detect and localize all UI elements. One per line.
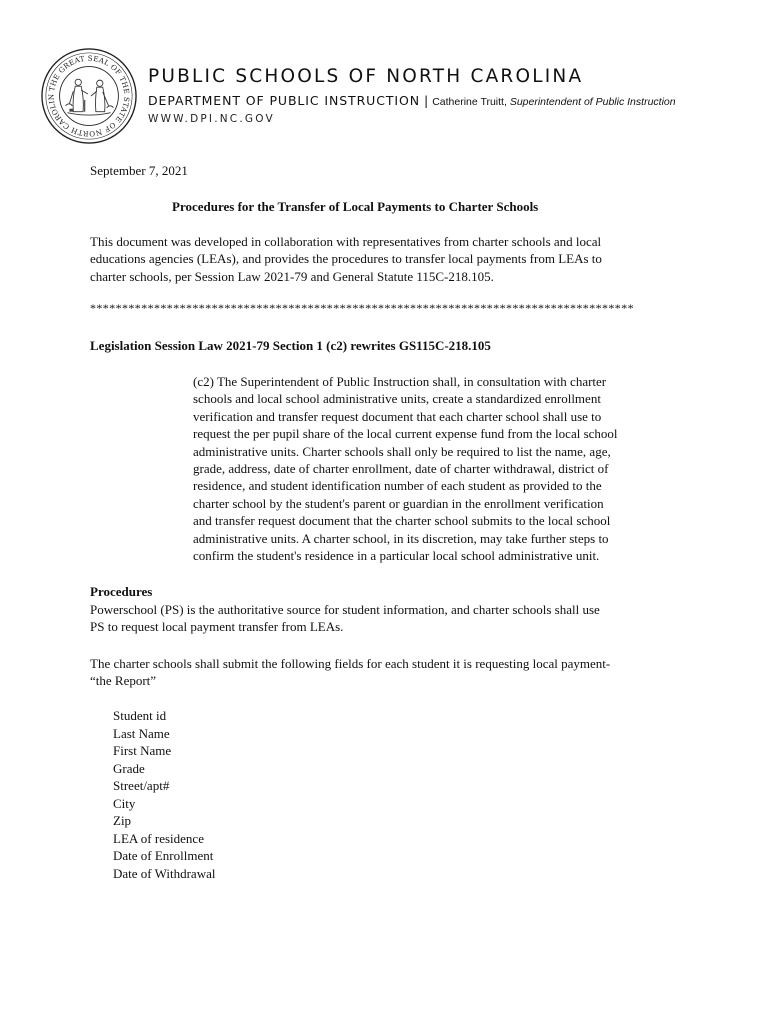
list-item: Street/apt# (113, 778, 170, 793)
list-item: City (113, 795, 136, 811)
section-separator: ************************************************************************************* (90, 301, 634, 315)
quote-line: schools and local school administrative units, create a standardized enrollment (193, 391, 601, 407)
intro-line: educations agencies (LEAs), and provides the procedures to transfer local payments from LEAs to (90, 251, 602, 267)
document-title: Procedures for the Transfer of Local Payments to Charter Schools (172, 199, 539, 214)
list-item: Grade (113, 760, 145, 776)
header-subtitle (148, 93, 676, 108)
department-name: DEPARTMENT OF PUBLIC INSTRUCTION (148, 93, 420, 108)
quote-line: administrative units. A charter school, in its discretion, may take further steps to (193, 530, 609, 546)
procedures-line: PS to request local payment transfer from LEAs. (90, 619, 344, 635)
superintendent-line (432, 96, 675, 108)
report-fields-list (113, 707, 215, 882)
legislation-heading: Legislation Session Law 2021-79 Section 1 (c2) rewrites GS115C-218.105 (90, 338, 491, 353)
procedures-heading: Procedures (90, 584, 153, 599)
website-link[interactable]: WWW.DPI.NC.GOV (148, 113, 275, 125)
quote-line: and transfer request document that the charter school submits to the local school (193, 513, 611, 529)
intro-line: charter schools, per Session Law 2021-79 and General Statute 115C-218.105. (90, 268, 494, 284)
document-date: September 7, 2021 (90, 163, 188, 178)
quote-line: grade, address, date of charter enrollment, date of charter withdrawal, district of (193, 460, 609, 476)
list-item: Student id (113, 708, 167, 723)
list-item: Zip (113, 813, 132, 828)
legislation-quote (193, 373, 618, 564)
list-item: Date of Enrollment (113, 848, 214, 863)
quote-line: charter school by the student's parent or guardian in the enrollment verification (193, 495, 604, 511)
quote-line: (c2) The Superintendent of Public Instruction shall, in consultation with charter (193, 374, 607, 389)
procedures-paragraph (90, 601, 600, 636)
list-item: LEA of residence (113, 830, 204, 846)
header-title: PUBLIC SCHOOLS OF NORTH CAROLINA (148, 66, 584, 87)
quote-line: verification and transfer request document that each charter school shall use to (193, 408, 602, 424)
report-line: “the Report” (90, 673, 157, 689)
intro-paragraph (90, 233, 602, 285)
header-separator: | (423, 93, 429, 108)
list-item: First Name (113, 743, 172, 758)
quote-line: administrative units. Charter schools shall only be required to list the name, age, (193, 443, 611, 459)
quote-line: residence, and student identification number of each student as provided to the (193, 478, 602, 494)
intro-line: This document was developed in collaboration with representatives from charter schools and local (90, 234, 602, 249)
report-paragraph (90, 655, 610, 690)
quote-line: confirm the student's residence in a particular local school administrative unit. (193, 547, 600, 563)
superintendent-title: Superintendent of Public Instruction (509, 96, 676, 108)
quote-line: request the per pupil share of the local current expense fund from the local school (193, 426, 618, 442)
state-seal-logo (40, 47, 138, 145)
procedures-line: Powerschool (PS) is the authoritative source for student information, and charter schools shall use (90, 602, 600, 617)
superintendent-name: Catherine Truitt, (432, 96, 507, 108)
report-line: The charter schools shall submit the following fields for each student it is requesting local payment- (90, 656, 611, 671)
list-item: Date of Withdrawal (113, 865, 216, 881)
svg-text:THE GREAT SEAL OF THE STATE OF: THE GREAT SEAL OF THE STATE OF NORTH CAROLIN (46, 53, 132, 139)
list-item: Last Name (113, 725, 170, 741)
